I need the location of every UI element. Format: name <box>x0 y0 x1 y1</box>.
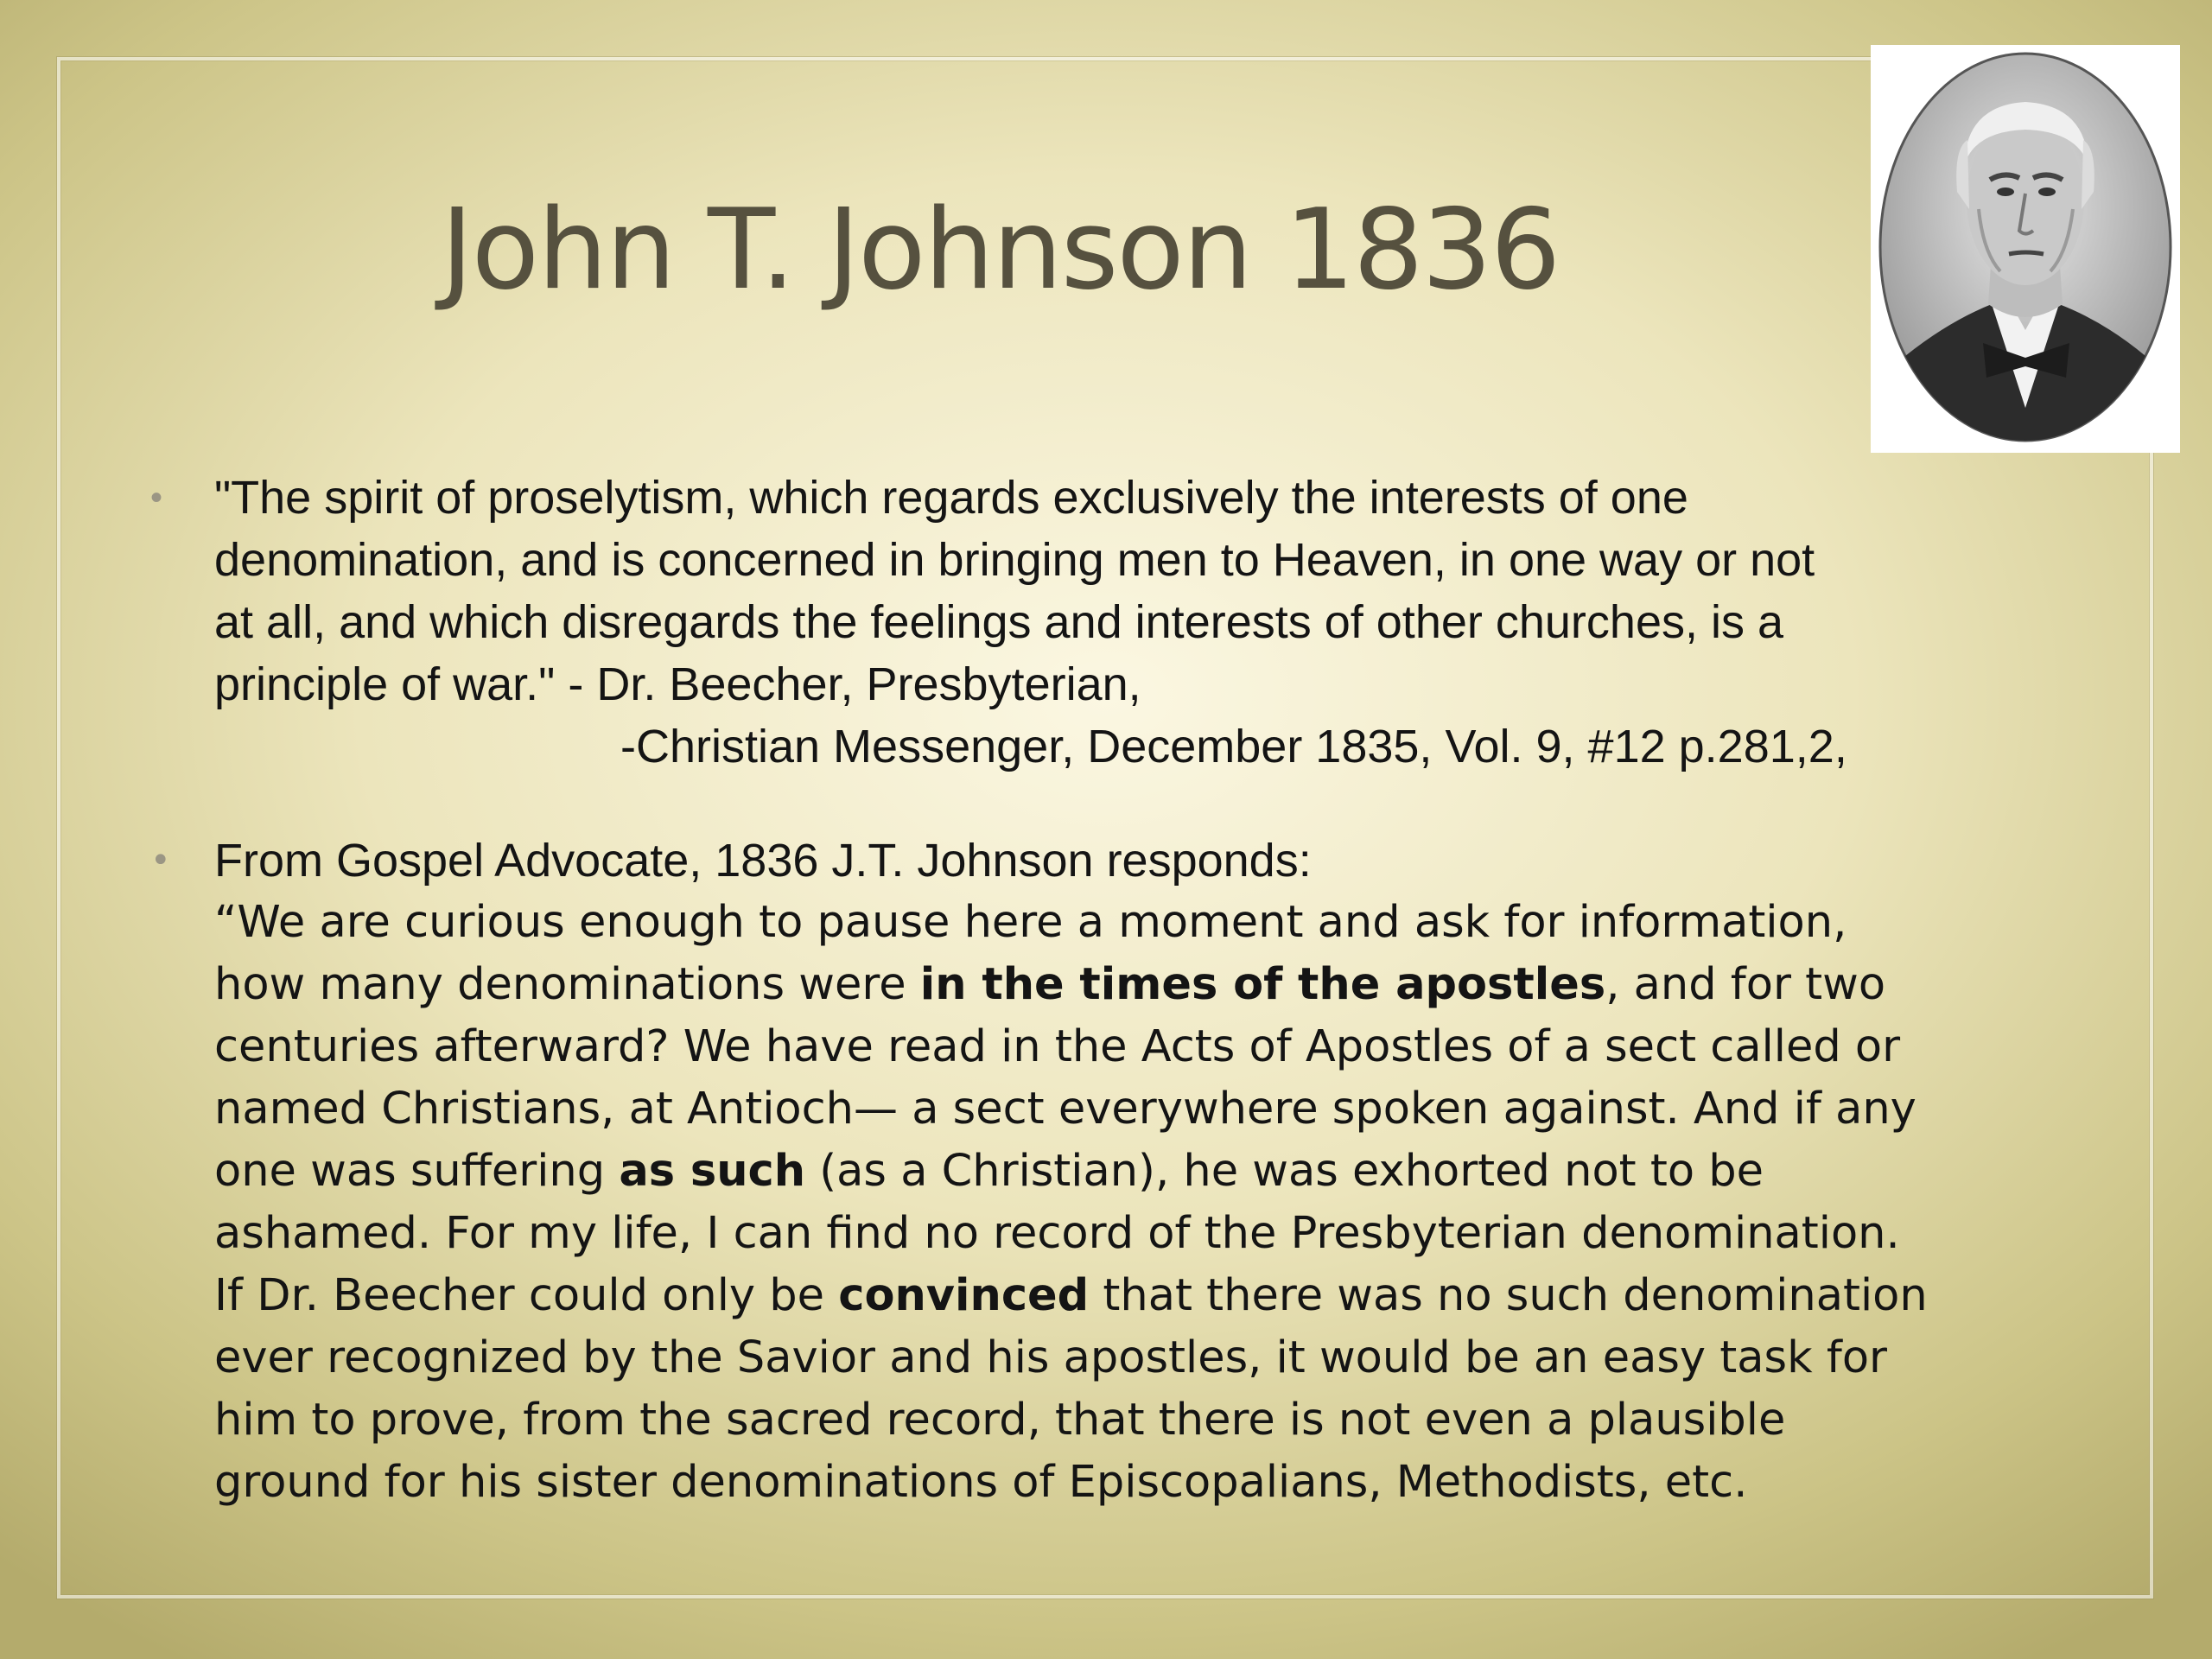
quote-line: ashamed. For my life, I can find no record of the Presbyterian denomination. <box>214 1208 1900 1259</box>
quote-line: ever recognized by the Savior and his apostles, it would be an easy task for <box>214 1332 1887 1383</box>
quote-line: named Christians, at Antioch— a sect everywhere spoken against. And if any <box>214 1084 1916 1135</box>
quote-line <box>214 1141 2082 1203</box>
quote-line: ground for his sister denominations of Episcopalians, Methodists, etc. <box>214 1457 1748 1508</box>
quote-text: how many denominations were <box>214 959 920 1010</box>
quote-line: at all, and which disregards the feelings and interests of other churches, is a <box>214 596 1784 648</box>
quote-line <box>214 1265 2082 1327</box>
quote-intro: From Gospel Advocate, 1836 J.T. Johnson responds: <box>214 835 1312 887</box>
slide-title: John T. Johnson 1836 <box>441 186 1560 315</box>
emphasis-text: as such <box>619 1146 806 1197</box>
man-portrait-icon <box>1871 45 2180 453</box>
quote-line: denomination, and is concerned in bringing men to Heaven, in one way or not <box>214 534 1815 586</box>
emphasis-text: in the times of the apostles <box>919 959 1606 1010</box>
quote-text: one was suffering <box>214 1146 620 1197</box>
list-item <box>147 467 2082 778</box>
quote-line: principle of war." - Dr. Beecher, Presbyterian, <box>214 658 1141 710</box>
quote-text: , and for two <box>1605 959 1886 1010</box>
quote-text: (as a Christian), he was exhorted not to be <box>805 1146 1764 1197</box>
bullet-dot: • <box>150 479 163 517</box>
quote-line: centuries afterward? We have read in the Acts of Apostles of a sect called or <box>214 1021 1901 1072</box>
quote-line: "The spirit of proselytism, which regards exclusively the interests of one <box>214 472 1688 524</box>
quote-citation: -Christian Messenger, December 1835, Vol. 9, #12 p.281,2, <box>620 721 1847 772</box>
bullet-list <box>147 467 2082 1514</box>
quote-line <box>214 954 2082 1016</box>
bullet-dot: • <box>150 841 171 880</box>
list-item <box>147 830 2082 1514</box>
emphasis-text: convinced <box>838 1270 1090 1321</box>
quote-text: If Dr. Beecher could only be <box>214 1270 839 1321</box>
quote-line: him to prove, from the sacred record, that there is not even a plausible <box>214 1395 1786 1446</box>
quote-line: “We are curious enough to pause here a moment and ask for information, <box>214 897 1847 948</box>
quote-text: that there was no such denomination <box>1089 1270 1928 1321</box>
portrait-photo <box>1871 45 2180 453</box>
